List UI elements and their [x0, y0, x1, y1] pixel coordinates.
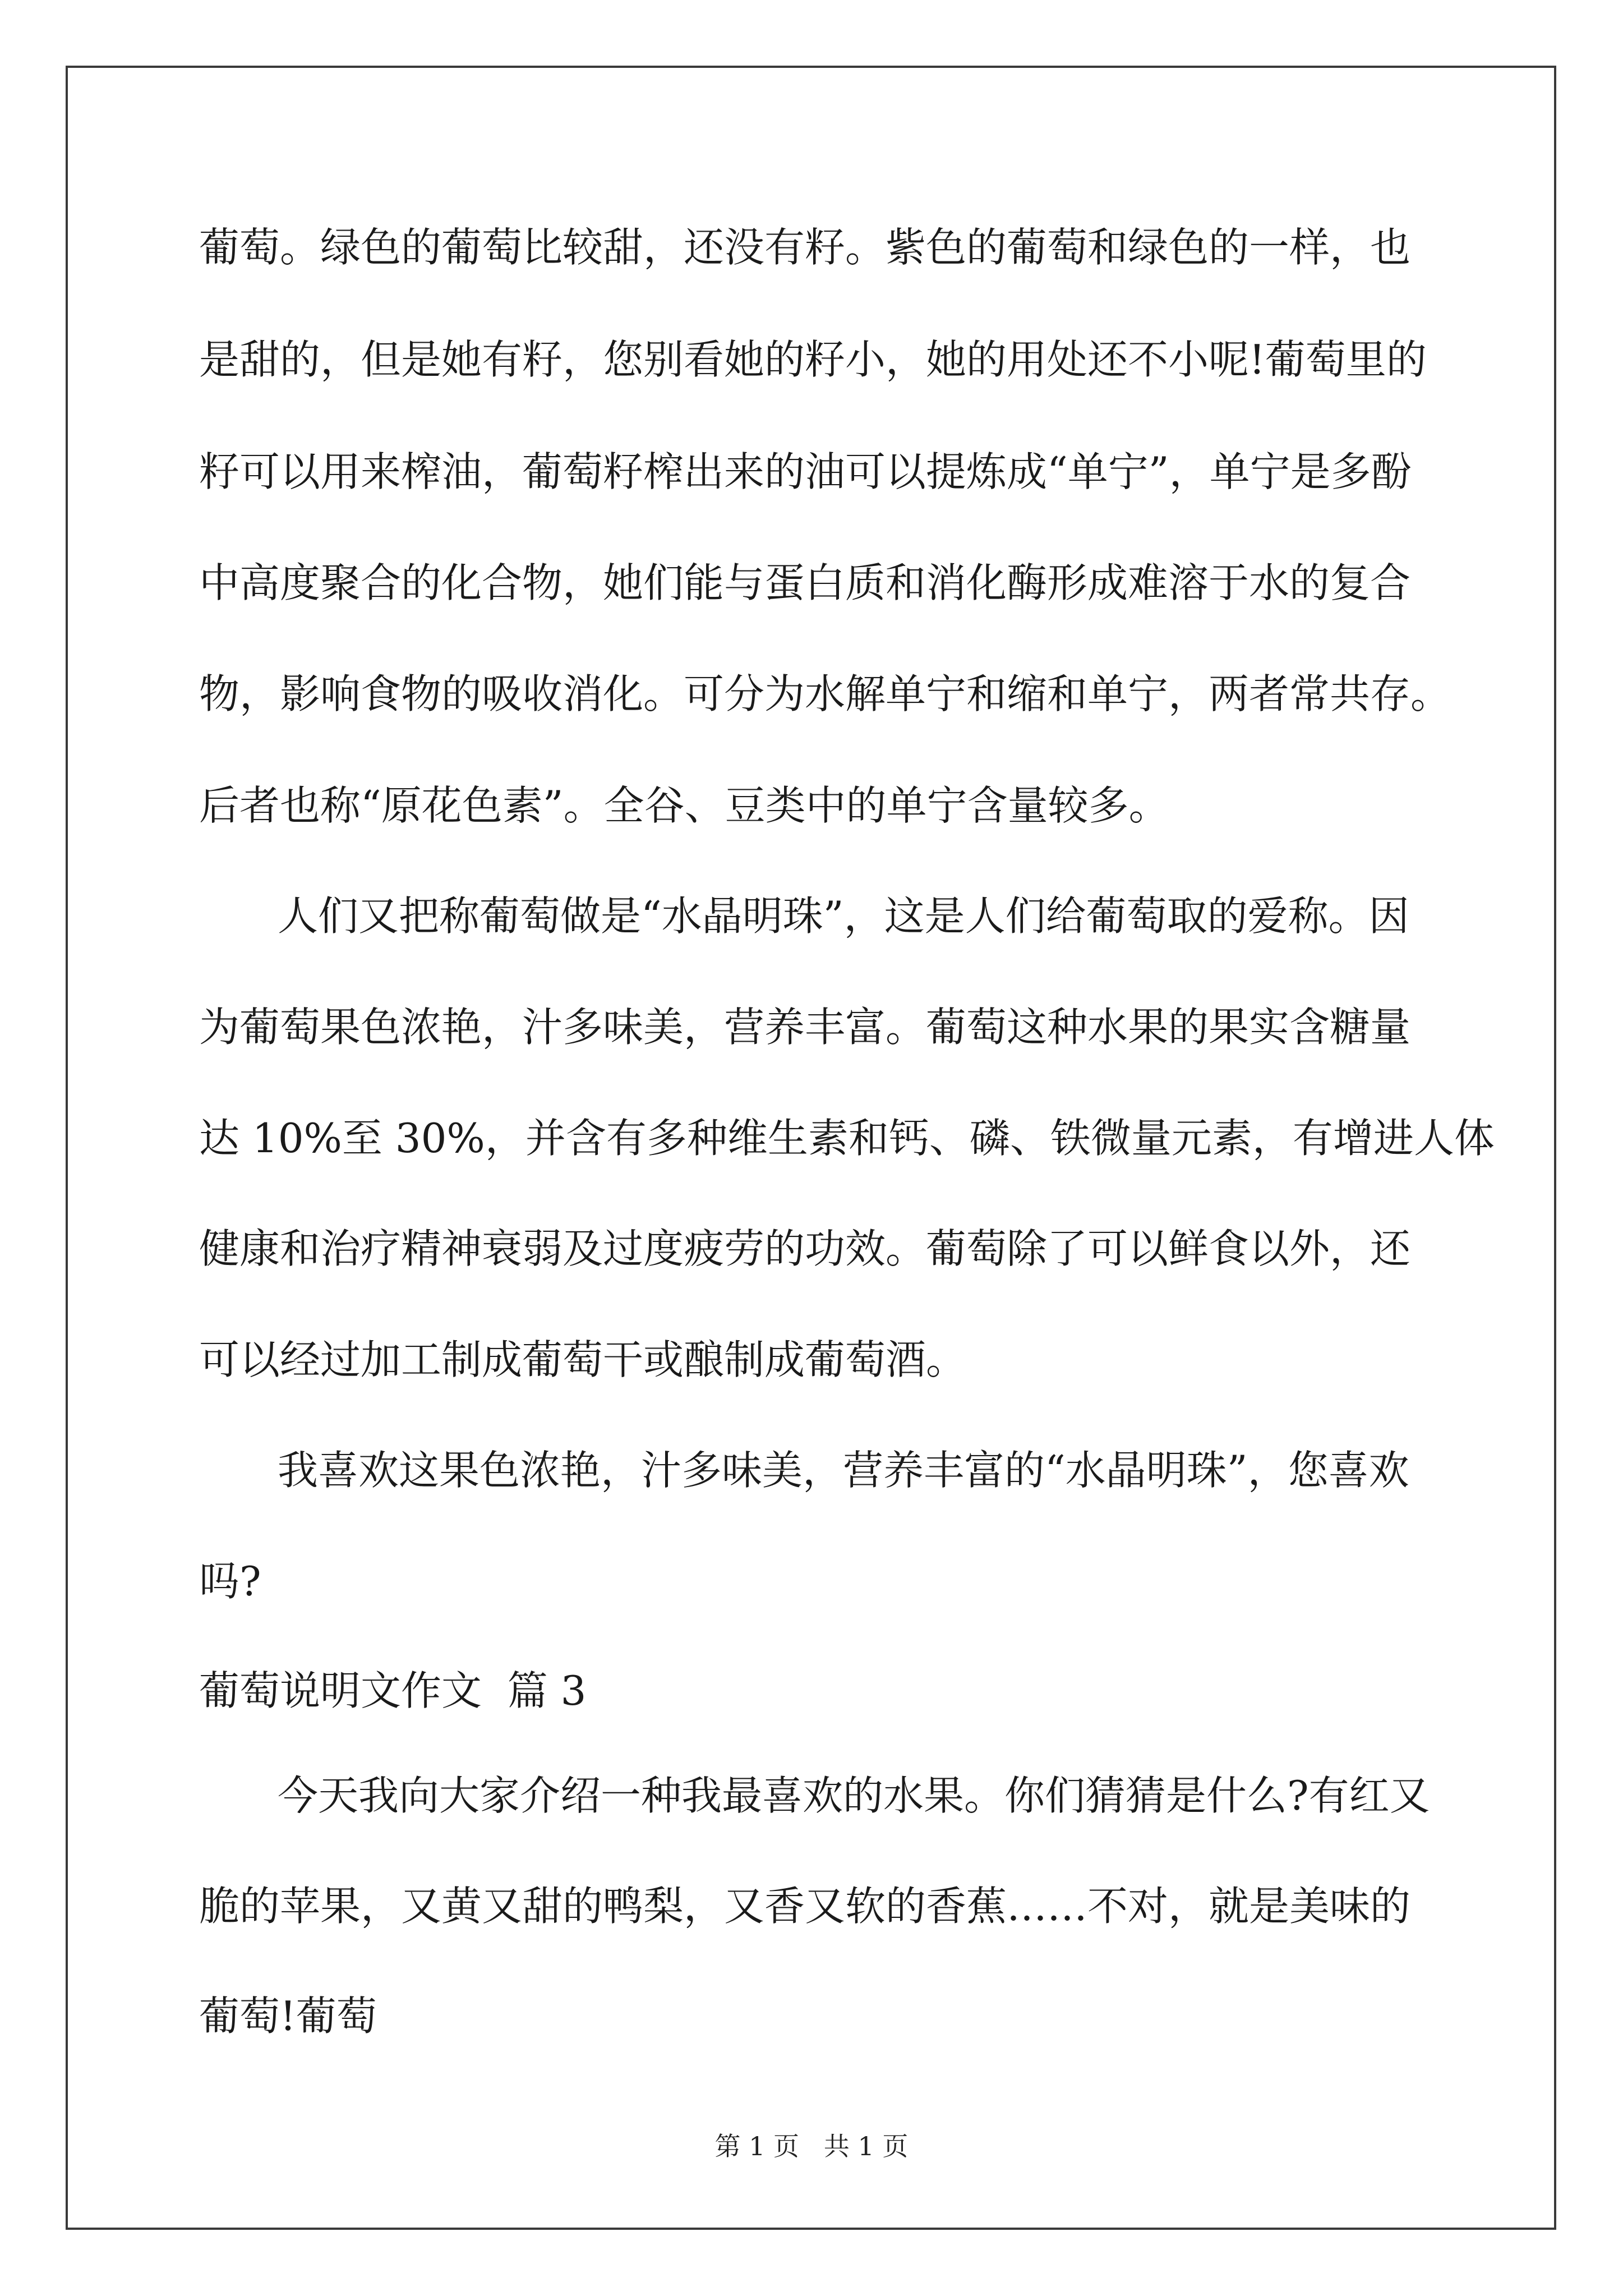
text-line: 人们又把称葡萄做是“水晶明珠”，这是人们给葡萄取的爱称。因: [278, 892, 1409, 940]
text-line: 我喜欢这果色浓艳，汁多味美，营养丰富的“水晶明珠”，您喜欢: [278, 1447, 1409, 1494]
text-line: 达 10%至 30%，并含有多种维生素和钙、磷、铁微量元素，有增进人体: [199, 1115, 1495, 1162]
text-line: 可以经过加工制成葡萄干或酿制成葡萄酒。: [199, 1336, 967, 1383]
text-line: 脆的苹果，又黄又甜的鸭梨，又香又软的香蕉……不对，就是美味的: [199, 1883, 1411, 1930]
text-line: 物，影响食物的吸收消化。可分为水解单宁和缩和单宁，两者常共存。: [199, 670, 1451, 717]
section-heading: 葡萄说明文作文 篇 3: [199, 1667, 587, 1714]
text-line: 籽可以用来榨油，葡萄籽榨出来的油可以提炼成“单宁”，单宁是多酚: [199, 448, 1412, 495]
text-line: 后者也称“原花色素”。全谷、豆类中的单宁含量较多。: [199, 782, 1169, 829]
text-line: 中高度聚合的化合物，她们能与蛋白质和消化酶形成难溶于水的复合: [199, 559, 1411, 606]
page-footer: 第 1 页 共 1 页: [714, 2131, 909, 2161]
text-line: 葡萄。绿色的葡萄比较甜，还没有籽。紫色的葡萄和绿色的一样，也: [199, 224, 1411, 271]
text-line: 健康和治疗精神衰弱及过度疲劳的功效。葡萄除了可以鲜食以外，还: [199, 1225, 1411, 1272]
text-line: 葡萄!葡萄: [199, 1993, 377, 2040]
text-line: 是甜的，但是她有籽，您别看她的籽小，她的用处还不小呢!葡萄里的: [199, 336, 1427, 383]
text-line: 吗?: [199, 1558, 261, 1605]
text-line: 今天我向大家介绍一种我最喜欢的水果。你们猜猜是什么?有红又: [278, 1772, 1430, 1819]
text-line: 为葡萄果色浓艳，汁多味美，营养丰富。葡萄这种水果的果实含糖量: [199, 1004, 1411, 1051]
